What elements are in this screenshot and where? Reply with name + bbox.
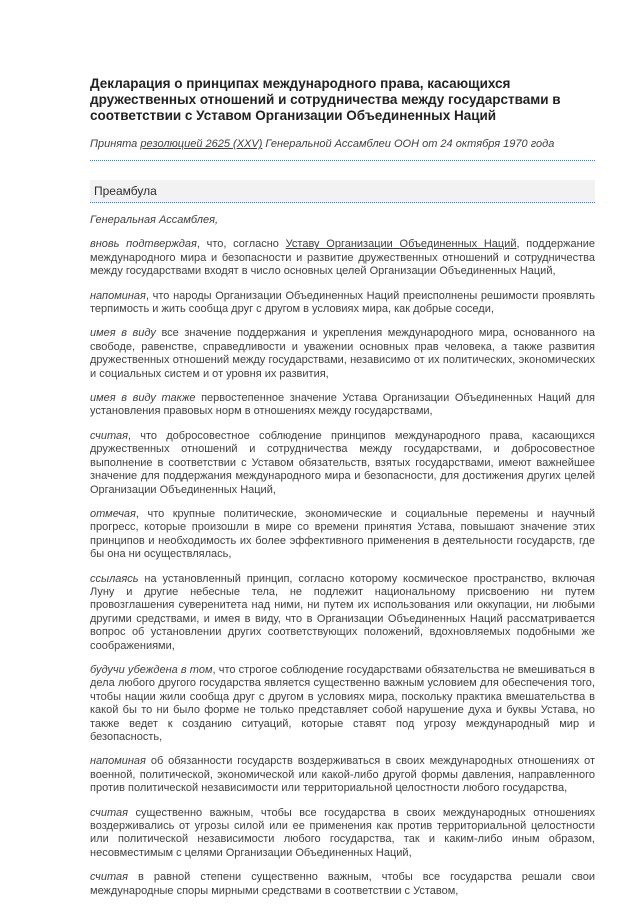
text-run: отмечая: [90, 507, 136, 520]
text-run: все значение поддержания и укрепления международного мира, основанного на свободе, равенстве, справедливости и уважении основных прав человека, а также развития дружественных отношений между государствами, независимо от их политических, экономических и социальных систем и от уровня их развития,: [90, 327, 596, 380]
text-run: считая: [90, 871, 128, 884]
text-run: на установленный принцип, согласно которому космическое пространство, включая Луну и другие небесные тела, не подлежит национальному присвоению ни путем провозглашения суверенитета над ними, ни путем их использования или оккупации, ни любыми другими средствами, и имея в виду, что в Организации Объединенных Наций рассматривается вопрос об установлении других соответствующих положений, вдохновляемых подобными же соображениями,: [90, 572, 595, 652]
document-title: Декларация о принципах международного права, касающихся дружественных отношений и сотрудничества между государствами в соответствии с Уставом Организации Объединенных Наций: [90, 76, 561, 123]
text-run: первостепенное значение Устава Организации Объединенных Наций для установления правовых норм в отношениях между государствами,: [90, 392, 595, 418]
preamble-heading: Преамбула: [90, 180, 595, 203]
text-run: ссылаясь: [90, 572, 139, 585]
text-run: в равной степени существенно важным, чтобы все государства решали свои международные споры мирными средствами в соответствии с Уставом,: [90, 871, 595, 897]
paragraph: [90, 290, 595, 317]
paragraph: [90, 755, 595, 795]
paragraph: [90, 392, 595, 419]
text-run: Принята: [90, 138, 141, 150]
paragraph: [90, 238, 595, 278]
text-run: , что крупные политические, экономические и социальные перемены и научный прогресс, которые произошли в мире со времени принятия Устава, повышают значение этих принципов и необходимость их более эффективного применения в деятельности государств, где бы она ни осуществлялась,: [90, 507, 595, 561]
text-run: , что добросовестное соблюдение принципов международного права, касающихся дружественных отношений и сотрудничества между государствами, и добросовестное выполнение в соответствии с Уставом обязательств, взятых государствами, имеют важнейшее значение для поддержания международного мира и безопасности, для достижения других целей Организации Объединенных Наций,: [90, 429, 595, 496]
text-run: , поддержание международного мира и безопасности и развитие дружественных отношений и сотрудничества между государствами входят в число основных целей Организации Объединенных Наций,: [90, 238, 595, 278]
paragraph: [90, 807, 595, 861]
paragraph: [90, 871, 595, 898]
text-run: Генеральная Ассамблея,: [90, 214, 219, 226]
text-run: , что народы Организации Объединенных Наций преисполнены решимости проявлять терпимость и жить сообща друг с другом в условиях мира, как добрые соседи,: [90, 289, 595, 316]
text-run: напоминая: [90, 289, 146, 302]
resolution-link[interactable]: резолюцией 2625 (XXV): [140, 138, 263, 150]
paragraph: [90, 573, 595, 653]
charter-link[interactable]: Уставу Организации Объединенных Наций: [285, 238, 517, 251]
text-run: считая: [90, 806, 128, 819]
text-run: напоминая: [90, 755, 146, 768]
paragraph: [90, 508, 595, 562]
paragraph: [90, 664, 595, 744]
separator-line: [90, 160, 595, 161]
text-run: считая: [90, 429, 128, 442]
text-run: существенно важным, чтобы все государства в своих международных отношениях воздерживались от угрозы силой или ее применения как против территориальной целостности или политической независимости любого государства, так и каким-либо иным образом, несовместимым с целями Организации Объединенных Наций,: [90, 806, 595, 859]
text-run: , что строгое соблюдение государствами обязательства не вмешиваться в дела любого другого государства является существенно важным условием для обеспечения того, чтобы нации жили сообща друг с другом в условиях мира, поскольку практика вмешательства в какой бы то ни было форме не только представляет собой нарушение духа и буквы Устава, но также ведет к созданию ситуаций, которые ставят под угрозу международный мир и безопасность,: [90, 663, 595, 743]
text-run: об обязанности государств воздерживаться в своих международных отношениях от военной, политической, экономической или какой-либо другой формы давления, направленного против политической независимости или территориальной целостности любого государства,: [90, 755, 595, 795]
text-run: имея в виду также: [90, 392, 196, 405]
text-run: Генеральной Ассамблеи ООН от 24 октября 1970 года: [262, 138, 555, 150]
paragraph: [90, 430, 595, 497]
text-run: вновь подтверждая: [90, 238, 197, 251]
text-run: будучи убеждена в том: [90, 663, 213, 676]
paragraph: [90, 214, 595, 227]
preamble-paragraphs: [90, 214, 595, 898]
text-run: , что, согласно: [196, 238, 286, 251]
document-subtitle: [90, 138, 595, 151]
text-run: имея в виду: [90, 327, 156, 340]
paragraph: [90, 327, 595, 381]
